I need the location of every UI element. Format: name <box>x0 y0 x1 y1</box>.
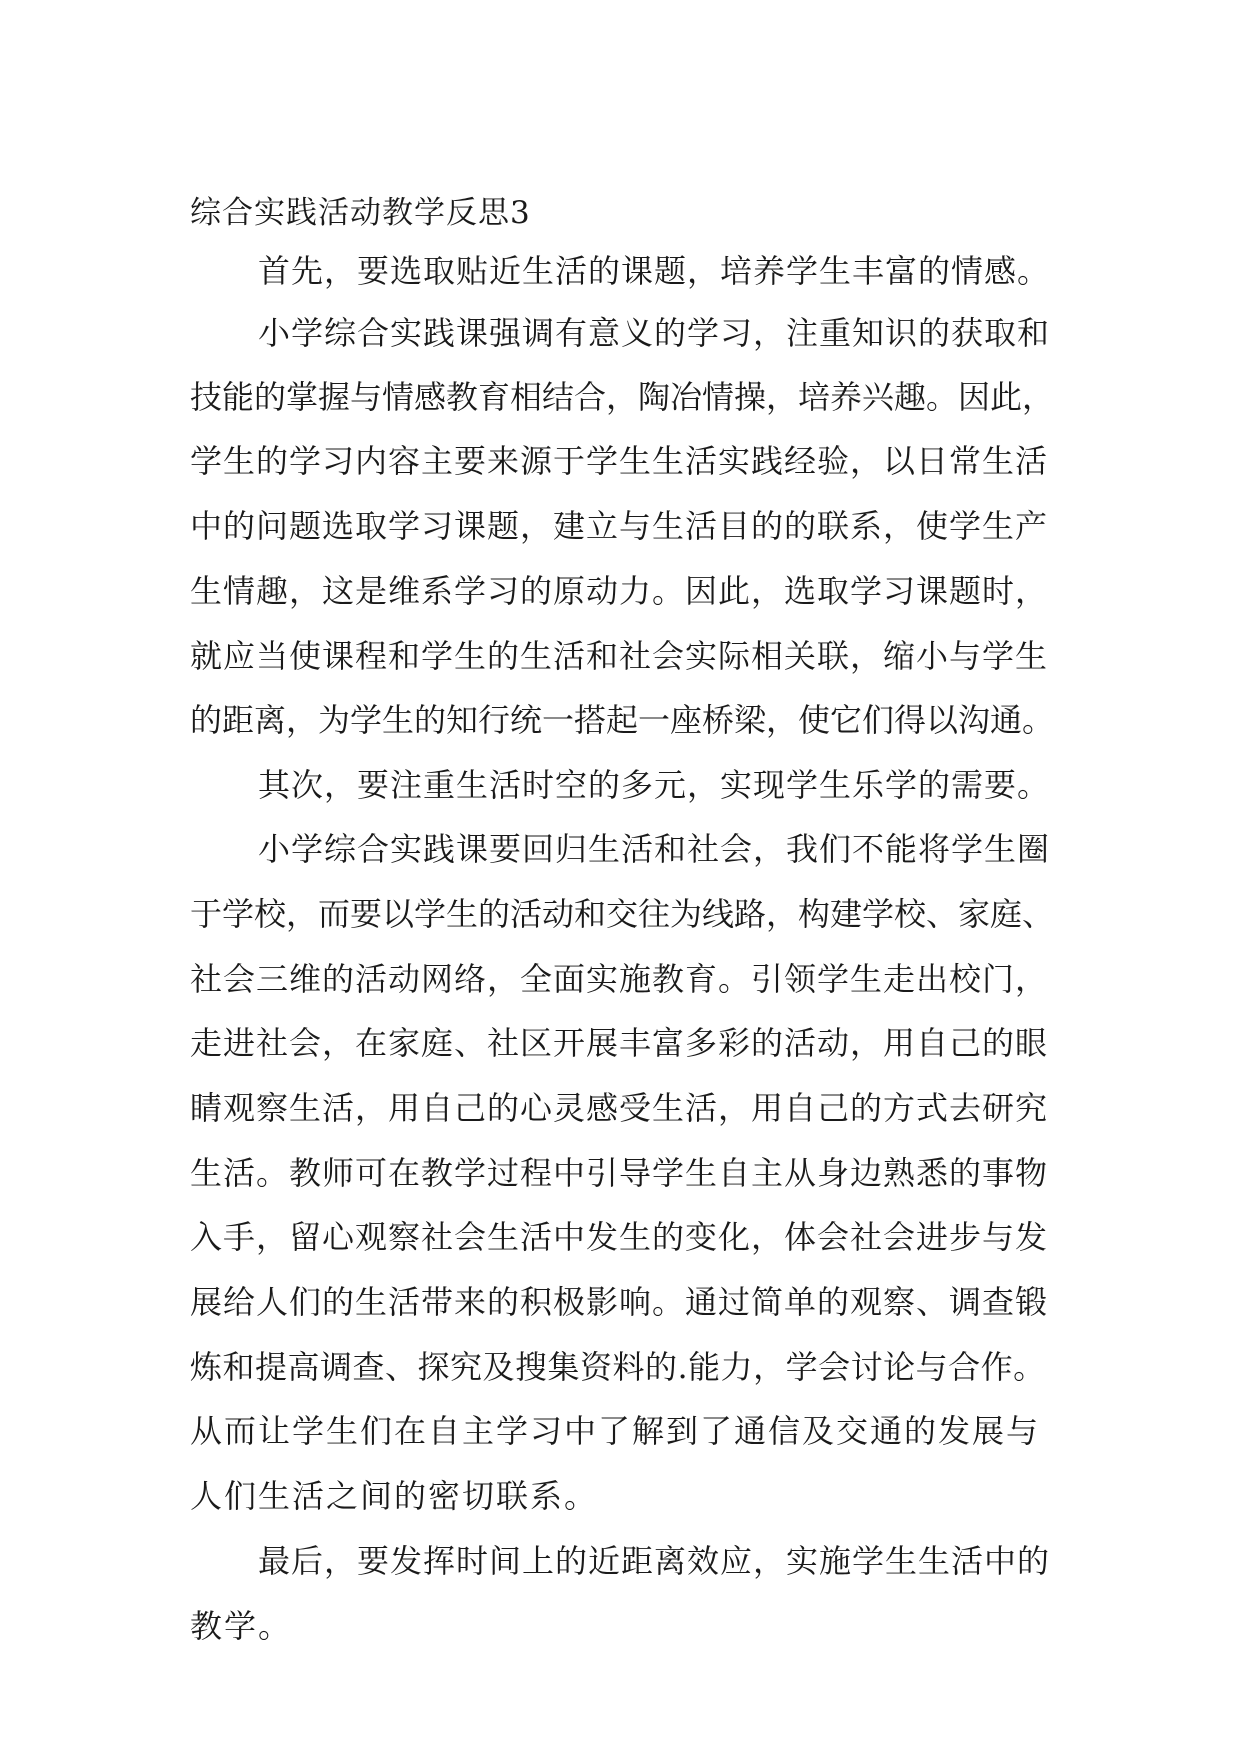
paragraph-line: 从而让学生们在自主学习中了解到了通信及交通的发展与 <box>190 1412 1041 1450</box>
paragraph-line: 于学校，而要以学生的活动和交往为线路，构建学校、家庭、 <box>190 895 1055 933</box>
paragraph-line: 入手，留心观察社会生活中发生的变化，体会社会进步与发 <box>190 1218 1049 1256</box>
paragraph-line: 生活。教师可在教学过程中引导学生自主从身边熟悉的事物 <box>190 1154 1049 1192</box>
paragraph-line: 学生的学习内容主要来源于学生生活实践经验，以日常生活 <box>190 442 1049 480</box>
paragraph-line: 的距离，为学生的知行统一搭起一座桥梁，使它们得以沟通。 <box>190 701 1055 739</box>
paragraph-line: 中的问题选取学习课题，建立与生活目的的联系，使学生产 <box>190 507 1049 545</box>
paragraph-first-line: 最后，要发挥时间上的近距离效应，实施学生生活中的 <box>258 1542 1051 1580</box>
paragraph-line: 技能的掌握与情感教育相结合，陶冶情操，培养兴趣。因此， <box>190 378 1055 416</box>
paragraph-line: 生情趣，这是维系学习的原动力。因此，选取学习课题时， <box>190 572 1049 610</box>
paragraph-line: 教学。 <box>190 1607 293 1645</box>
document-title: 综合实践活动教学反思3 <box>190 195 531 231</box>
paragraph-line: 就应当使课程和学生的生活和社会实际相关联，缩小与学生 <box>190 637 1049 675</box>
paragraph-line: 展给人们的生活带来的积极影响。通过简单的观察、调查锻 <box>190 1283 1049 1321</box>
paragraph-first-line: 小学综合实践课强调有意义的学习，注重知识的获取和 <box>258 314 1051 352</box>
paragraph-first-line: 其次，要注重生活时空的多元，实现学生乐学的需要。 <box>258 766 1051 804</box>
paragraph-first-line: 小学综合实践课要回归生活和社会，我们不能将学生圈 <box>258 830 1051 868</box>
paragraph-line: 人们生活之间的密切联系。 <box>190 1477 599 1515</box>
paragraph-line: 社会三维的活动网络，全面实施教育。引领学生走出校门， <box>190 960 1049 998</box>
paragraph-first-line: 首先，要选取贴近生活的课题，培养学生丰富的情感。 <box>258 252 1051 290</box>
paragraph-line: 睛观察生活，用自己的心灵感受生活，用自己的方式去研究 <box>190 1089 1049 1127</box>
paragraph-line: 炼和提高调查、探究及搜集资料的.能力，学会讨论与合作。 <box>190 1348 1046 1386</box>
paragraph-line: 走进社会，在家庭、社区开展丰富多彩的活动，用自己的眼 <box>190 1024 1049 1062</box>
